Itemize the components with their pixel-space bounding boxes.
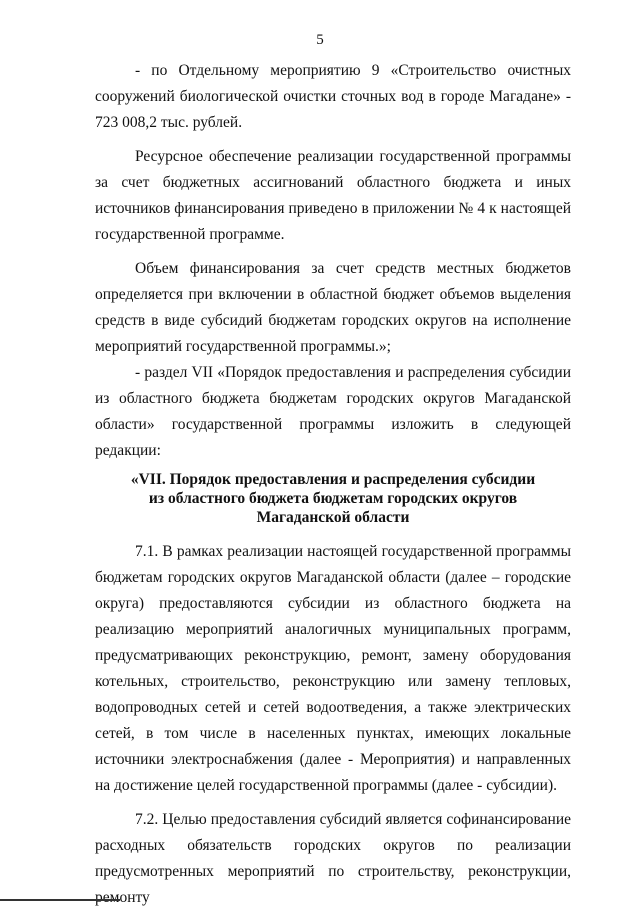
paragraph-section-vii-amendment: - раздел VII «Порядок предоставления и распределения субсидии из областного бюджета бюджетам городских округов Магаданской области» государственной программы изложить в следующей редакции:	[95, 364, 571, 459]
paragraph-resource-provision: Ресурсное обеспечение реализации государственной программы за счет бюджетных ассигнований областного бюджета и иных источников финансирования приведено в приложении № 4 к настоящей государственной программе.	[95, 148, 571, 243]
clause-7-1: 7.1. В рамках реализации настоящей государственной программы бюджетам городских округов Магаданской области (далее – городские округа) предоставляются субсидии из областного бюджета на реализацию мероприятий аналогичных муниципальных программ, предусматривающих реконструкцию, ремонт, замену оборудования котельных, строительство, реконструкцию или замену тепловых, водопроводных сетей и сетей водоотведения, а также электрических сетей, в том числе в населенных пунктах, имеющих локальные источники электроснабжения (далее - Мероприятия) и направленных на достижение целей государственной программы (далее - субсидии).	[95, 543, 571, 794]
page-number: 5	[316, 32, 324, 48]
section-heading-line: «VII. Порядок предоставления и распределения субсидии	[130, 471, 536, 488]
footer-divider	[0, 899, 120, 901]
section-heading-line: из областного бюджета бюджетам городских округов	[148, 490, 518, 507]
paragraph-local-budget-funding: Объем финансирования за счет средств местных бюджетов определяется при включении в областной бюджет объемов выделения средств в виде субсидий бюджетам городских округов на исполнение мероприятий государственной программы.»;	[95, 260, 571, 355]
document-body	[95, 58, 571, 911]
section-heading	[95, 470, 571, 527]
section-heading-line: Магаданской области	[256, 509, 410, 526]
clause-7-2: 7.2. Целью предоставления субсидий является софинансирование расходных обязательств городских округов по реализации предусмотренных мероприятий по строительству, реконструкции, ремонту	[95, 811, 571, 906]
paragraph-measure-9: - по Отдельному мероприятию 9 «Строительство очистных сооружений биологической очистки сточных вод в городе Магадане» - 723 008,2 тыс. рублей.	[95, 62, 571, 131]
